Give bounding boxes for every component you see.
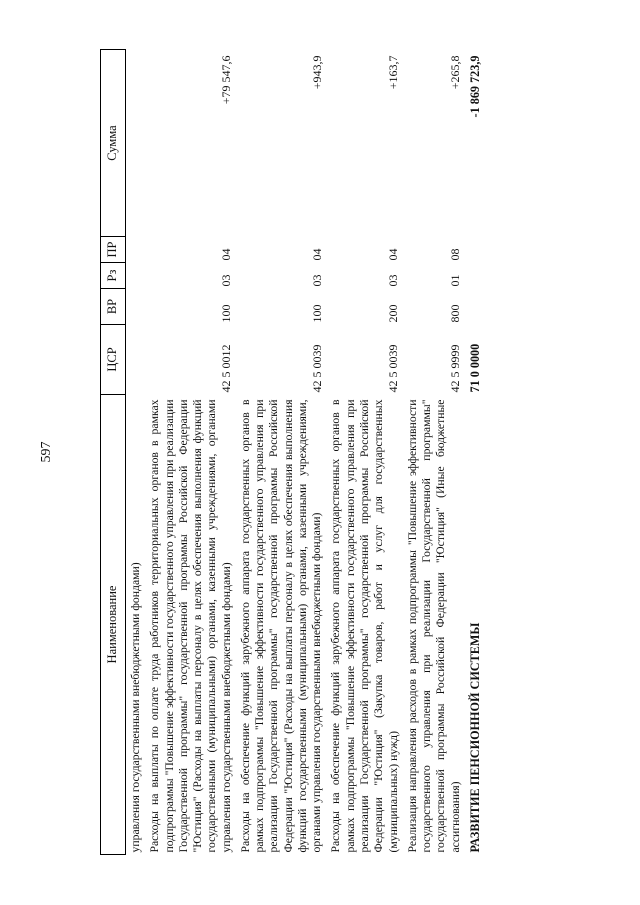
col-header-name: Наименование [101,395,126,855]
table-row [325,50,401,855]
budget-table [100,49,484,855]
row-name: Расходы на выплаты по оплате труда работников территориальных органов в рамках подпрограммы "Повышение эффективности государственного управления при реализации Государственной программы" государственной программы Российской Федерации "Юстиция" (Расходы на выплаты персоналу в целях обеспечения выполнения функций государственными (муниципальными) органами, казенными учреждениями, органами управления государственными внебюджетными фондами) [148,399,233,853]
row-rz [126,263,145,289]
row-name: Расходы на обеспечение функций зарубежного аппарата государственных органов в рамках подпрограммы "Повышение эффективности государственного управления при реализации Государственной программы" государственной программы Российской Федерации "Юстиция" (Закупка товаров, работ и услуг для государственных (муниципальных) нужд) [329,399,400,853]
row-csr [126,325,145,395]
row-rz: 03 [219,274,234,287]
row-name: Расходы на обеспечение функций зарубежного аппарата государственных органов в рамках подпрограммы "Повышение эффективности государственного управления при реализации Государственной программы" государственной программы Российской Федерации "Юстиция" (Расходы на выплаты персоналу в целях обеспечения выполнения функций государственными (муниципальными) органами, казенными учреждениями, органами управления государственными внебюджетными фондами) [238,399,324,853]
row-csr: 42 5 0039 [309,344,324,393]
row-pr: 04 [309,248,324,261]
row-vr: 100 [309,304,324,323]
row-pr: 08 [448,248,463,261]
row-vr: 800 [448,304,463,323]
row-vr [464,289,484,325]
col-header-csr: ЦСР [101,325,126,395]
row-rz [464,263,484,289]
row-sum: +79 547,6 [219,55,234,105]
row-pr [126,237,145,263]
col-header-vr: ВР [101,289,126,325]
row-vr [126,289,145,325]
table-row [464,50,484,855]
col-header-rz: Рз [101,263,126,289]
row-sum: +265,8 [448,55,463,90]
table-header-row [101,50,126,855]
col-header-sum: Сумма [101,50,126,237]
table-row [126,50,145,855]
row-rz: 01 [448,274,463,287]
page-number: 597 [39,441,54,463]
table-row [402,50,464,855]
row-sum: -1 869 723,9 [467,55,482,118]
row-csr: 71 0 0000 [467,343,482,393]
row-name: управления государственными внебюджетными фондами) [129,562,142,853]
row-pr: 04 [219,248,234,261]
row-vr: 200 [386,304,401,323]
row-sum [126,50,145,237]
row-vr: 100 [219,304,234,323]
row-name: РАЗВИТИЕ ПЕНСИОННОЙ СИСТЕМЫ [467,622,482,853]
rotated-page-content [100,50,590,855]
row-csr: 42 5 9999 [448,344,463,393]
row-csr: 42 5 0039 [386,344,401,393]
row-sum: +163,7 [386,55,401,90]
row-rz: 03 [309,274,324,287]
row-csr: 42 5 0012 [219,344,234,393]
row-rz: 03 [386,274,401,287]
row-name: Реализация направления расходов в рамках подпрограммы "Повышение эффективности государственного управления при реализации Государственной программы" государственной программы Российской Федерации "Юстиция" (Иные бюджетные ассигнования) [405,399,462,853]
table-row [144,50,235,855]
col-header-pr: ПР [101,237,126,263]
row-pr: 04 [386,248,401,261]
table-row [235,50,326,855]
row-sum: +943,9 [309,55,324,90]
row-pr [464,237,484,263]
